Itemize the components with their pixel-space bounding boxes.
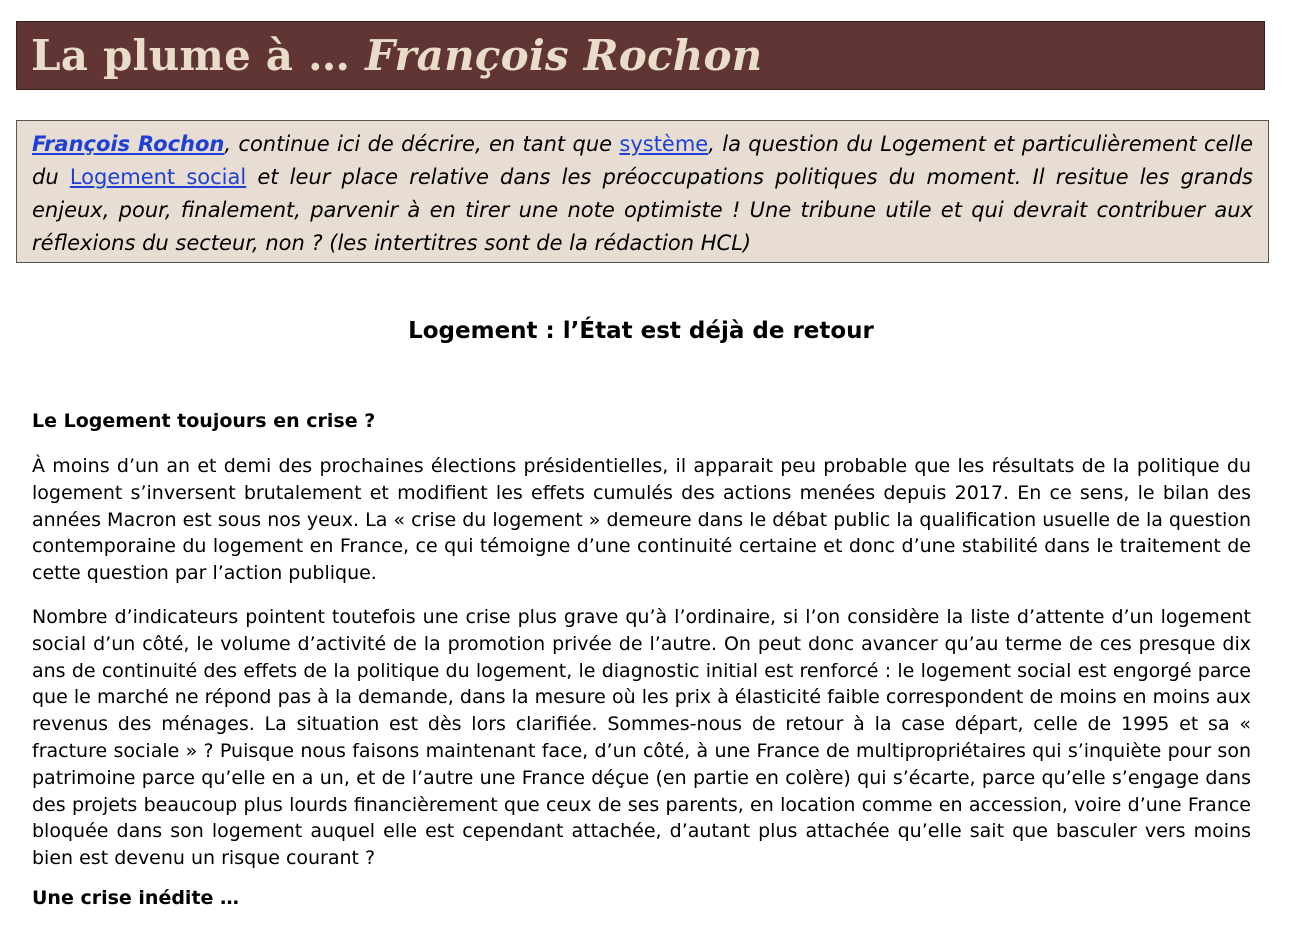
column-title-prefix: La plume à … <box>31 31 366 80</box>
intro-text <box>32 128 1253 260</box>
column-title <box>31 31 762 80</box>
intro-box <box>16 120 1269 263</box>
paragraph-1: À moins d’un an et demi des prochaines élections présidentielles, il apparait peu probable que les résultats de la politique du logement s’inversent brutalement et modifient les effets cumulés des actions menées depuis 2017. En ce sens, le bilan des années Macron est sous nos yeux. La « crise du logement » demeure dans le débat public la qualification usuelle de la question contemporaine du logement en France, ce qui témoigne d’une continuité certaine et donc d’une stabilité dans le traitement de cette question par l’action publique. <box>32 455 1251 585</box>
intro-part-2: , la question du Logement et particulièrement celle du <box>32 132 1254 189</box>
section-heading-crisis: Le Logement toujours en crise ? <box>32 410 376 432</box>
article-title: Logement : l’État est déjà de retour <box>408 318 874 344</box>
section-heading-unprecedented: Une crise inédite … <box>32 886 240 909</box>
intro-part-3: et leur place relative dans les préoccupations politiques du moment. Il resitue les grands enjeux, pour, finalement, parvenir à en tirer une note optimiste ! Une tribune utile et qui devrait contribuer aux réflexions du secteur, non ? (les intertitres sont de la rédaction HCL) <box>32 165 1253 255</box>
paragraph-2: Nombre d’indicateurs pointent toutefois une crise plus grave qu’à l’ordinaire, si l’on considère la liste d’attente d’un logement social d’un côté, le volume d’activité de la promotion privée de l’autre. On peut donc avancer qu’au terme de ces presque dix ans de continuité des effets de la politique du logement, le diagnostic initial est renforcé : le logement social est engorgé parce que le marché ne répond pas à la demande, dans la mesure où les prix à élasticité faible correspondent de moins en moins aux revenus des ménages. La situation est dès lors clarifiée. Sommes-nous de retour à la case départ, celle de 1995 et sa « fracture sociale » ? Puisque nous faisons maintenant face, d’un côté, à une France de multipropriétaires qui s’inquiète pour son patrimoine parce qu’elle en a un, et de l’autre une France déçue (en partie en colère) qui s’écarte, parce qu’elle s’engage dans des projets beaucoup plus lourds financièrement que ceux de ses parents, en location comme en accession, voire d’une France bloquée dans son logement auquel elle est cependant attachée, d’autant plus attachée qu’elle sait que basculer vers moins bien est devenu un risque courant ? <box>32 605 1251 870</box>
column-author-name: François Rochon <box>365 31 763 80</box>
systeme-link[interactable]: système <box>619 132 709 156</box>
logement-social-link[interactable]: Logement social <box>69 165 247 189</box>
intro-part-1: , continue ici de décrire, en tant que <box>224 132 620 156</box>
article-body <box>32 407 1251 912</box>
column-banner <box>16 21 1265 90</box>
author-link[interactable]: François Rochon <box>32 132 225 156</box>
